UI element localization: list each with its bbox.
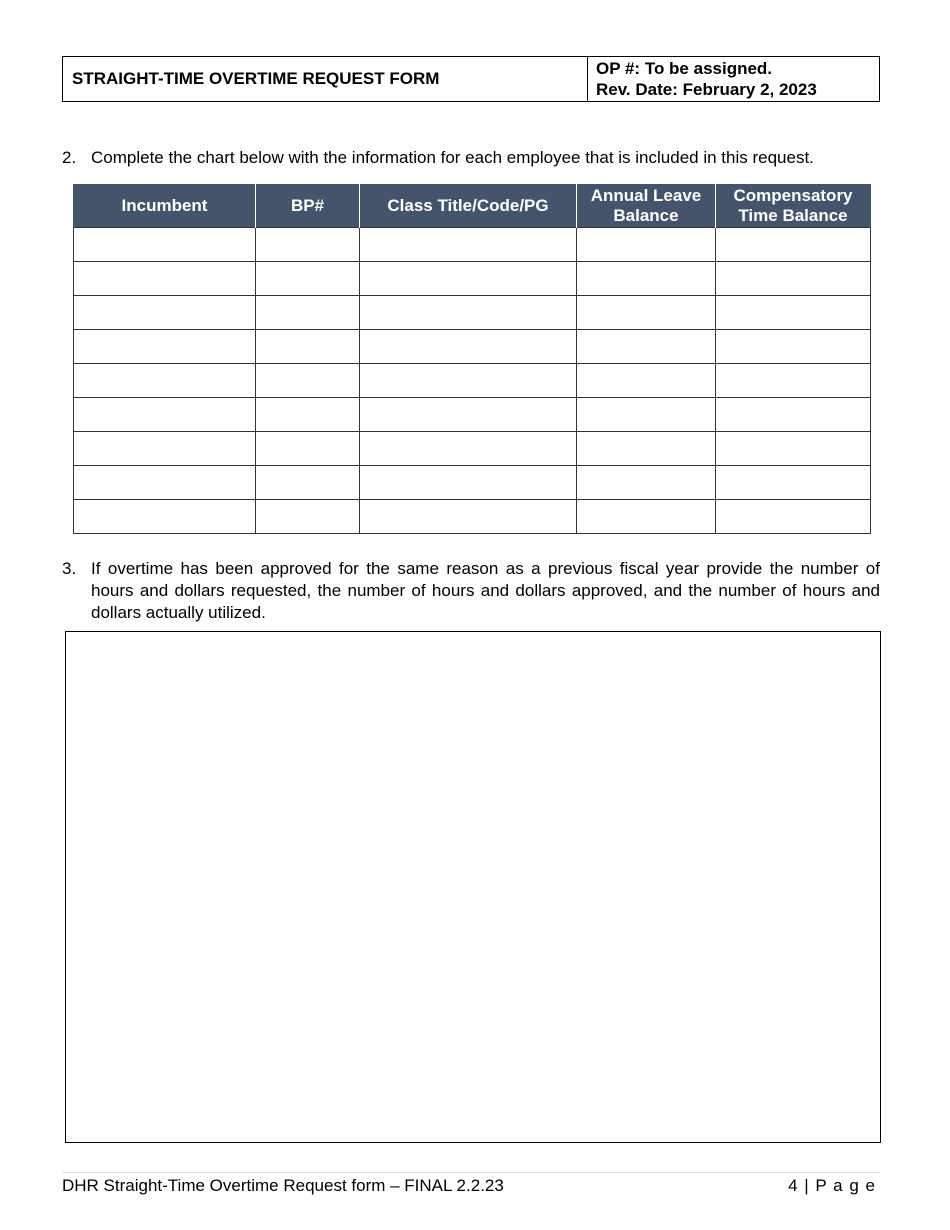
annual-leave-cell[interactable]	[577, 330, 716, 364]
op-number: OP #: To be assigned.	[596, 59, 773, 78]
bp-number-cell[interactable]	[256, 432, 360, 466]
bp-number-cell[interactable]	[256, 398, 360, 432]
annual-leave-cell[interactable]	[577, 500, 716, 534]
incumbent-cell[interactable]	[74, 432, 256, 466]
bp-number-cell[interactable]	[256, 500, 360, 534]
column-header-incumbent: Incumbent	[74, 185, 256, 228]
employee-table	[73, 184, 871, 534]
form-header	[62, 56, 880, 102]
annual-leave-cell[interactable]	[577, 228, 716, 262]
incumbent-cell[interactable]	[74, 330, 256, 364]
incumbent-cell[interactable]	[74, 364, 256, 398]
class-title-cell[interactable]	[360, 296, 577, 330]
table-row	[74, 296, 871, 330]
class-title-cell[interactable]	[360, 432, 577, 466]
footer-document-name: DHR Straight-Time Overtime Request form – FINAL 2.2.23	[62, 1176, 504, 1195]
class-title-cell[interactable]	[360, 330, 577, 364]
column-header-class-title: Class Title/Code/PG	[360, 185, 577, 228]
comp-time-cell[interactable]	[716, 296, 871, 330]
comp-time-cell[interactable]	[716, 228, 871, 262]
incumbent-cell[interactable]	[74, 398, 256, 432]
bp-number-cell[interactable]	[256, 296, 360, 330]
table-row	[74, 330, 871, 364]
incumbent-cell[interactable]	[74, 262, 256, 296]
item-number: 2.	[62, 148, 77, 167]
instruction-item-3	[62, 558, 880, 624]
comp-time-cell[interactable]	[716, 398, 871, 432]
prior-overtime-answer-box[interactable]	[65, 631, 881, 1143]
annual-leave-cell[interactable]	[577, 364, 716, 398]
footer-page-number: 4 | P a g e	[788, 1176, 876, 1195]
form-meta	[588, 57, 879, 101]
table-header-row	[74, 185, 871, 228]
item-number: 3.	[62, 559, 77, 578]
bp-number-cell[interactable]	[256, 262, 360, 296]
incumbent-cell[interactable]	[74, 500, 256, 534]
table-row	[74, 466, 871, 500]
class-title-cell[interactable]	[360, 262, 577, 296]
comp-time-cell[interactable]	[716, 500, 871, 534]
revision-date: Rev. Date: February 2, 2023	[596, 80, 817, 99]
table-row	[74, 432, 871, 466]
annual-leave-cell[interactable]	[577, 432, 716, 466]
instruction-item-2	[62, 147, 892, 169]
comp-time-cell[interactable]	[716, 262, 871, 296]
comp-time-cell[interactable]	[716, 364, 871, 398]
footer-divider	[62, 1172, 880, 1173]
class-title-cell[interactable]	[360, 500, 577, 534]
table-row	[74, 228, 871, 262]
annual-leave-cell[interactable]	[577, 466, 716, 500]
annual-leave-cell[interactable]	[577, 296, 716, 330]
annual-leave-cell[interactable]	[577, 398, 716, 432]
item-text: If overtime has been approved for the same reason as a previous fiscal year provide the number of hours and dollars requested, the number of hours and dollars approved, and the number of hours and dollars actually utilized.	[91, 559, 880, 622]
bp-number-cell[interactable]	[256, 330, 360, 364]
column-header-annual-leave: Annual Leave Balance	[577, 185, 716, 228]
class-title-cell[interactable]	[360, 466, 577, 500]
incumbent-cell[interactable]	[74, 228, 256, 262]
class-title-cell[interactable]	[360, 228, 577, 262]
table-row	[74, 262, 871, 296]
table-row	[74, 398, 871, 432]
annual-leave-cell[interactable]	[577, 262, 716, 296]
column-header-bp-number: BP#	[256, 185, 360, 228]
item-text: Complete the chart below with the information for each employee that is included in this request.	[91, 148, 814, 167]
table-row	[74, 500, 871, 534]
comp-time-cell[interactable]	[716, 330, 871, 364]
comp-time-cell[interactable]	[716, 432, 871, 466]
bp-number-cell[interactable]	[256, 364, 360, 398]
bp-number-cell[interactable]	[256, 228, 360, 262]
table-row	[74, 364, 871, 398]
bp-number-cell[interactable]	[256, 466, 360, 500]
incumbent-cell[interactable]	[74, 296, 256, 330]
class-title-cell[interactable]	[360, 364, 577, 398]
class-title-cell[interactable]	[360, 398, 577, 432]
comp-time-cell[interactable]	[716, 466, 871, 500]
incumbent-cell[interactable]	[74, 466, 256, 500]
column-header-comp-time: Compensatory Time Balance	[716, 185, 871, 228]
form-title: STRAIGHT-TIME OVERTIME REQUEST FORM	[63, 57, 588, 101]
